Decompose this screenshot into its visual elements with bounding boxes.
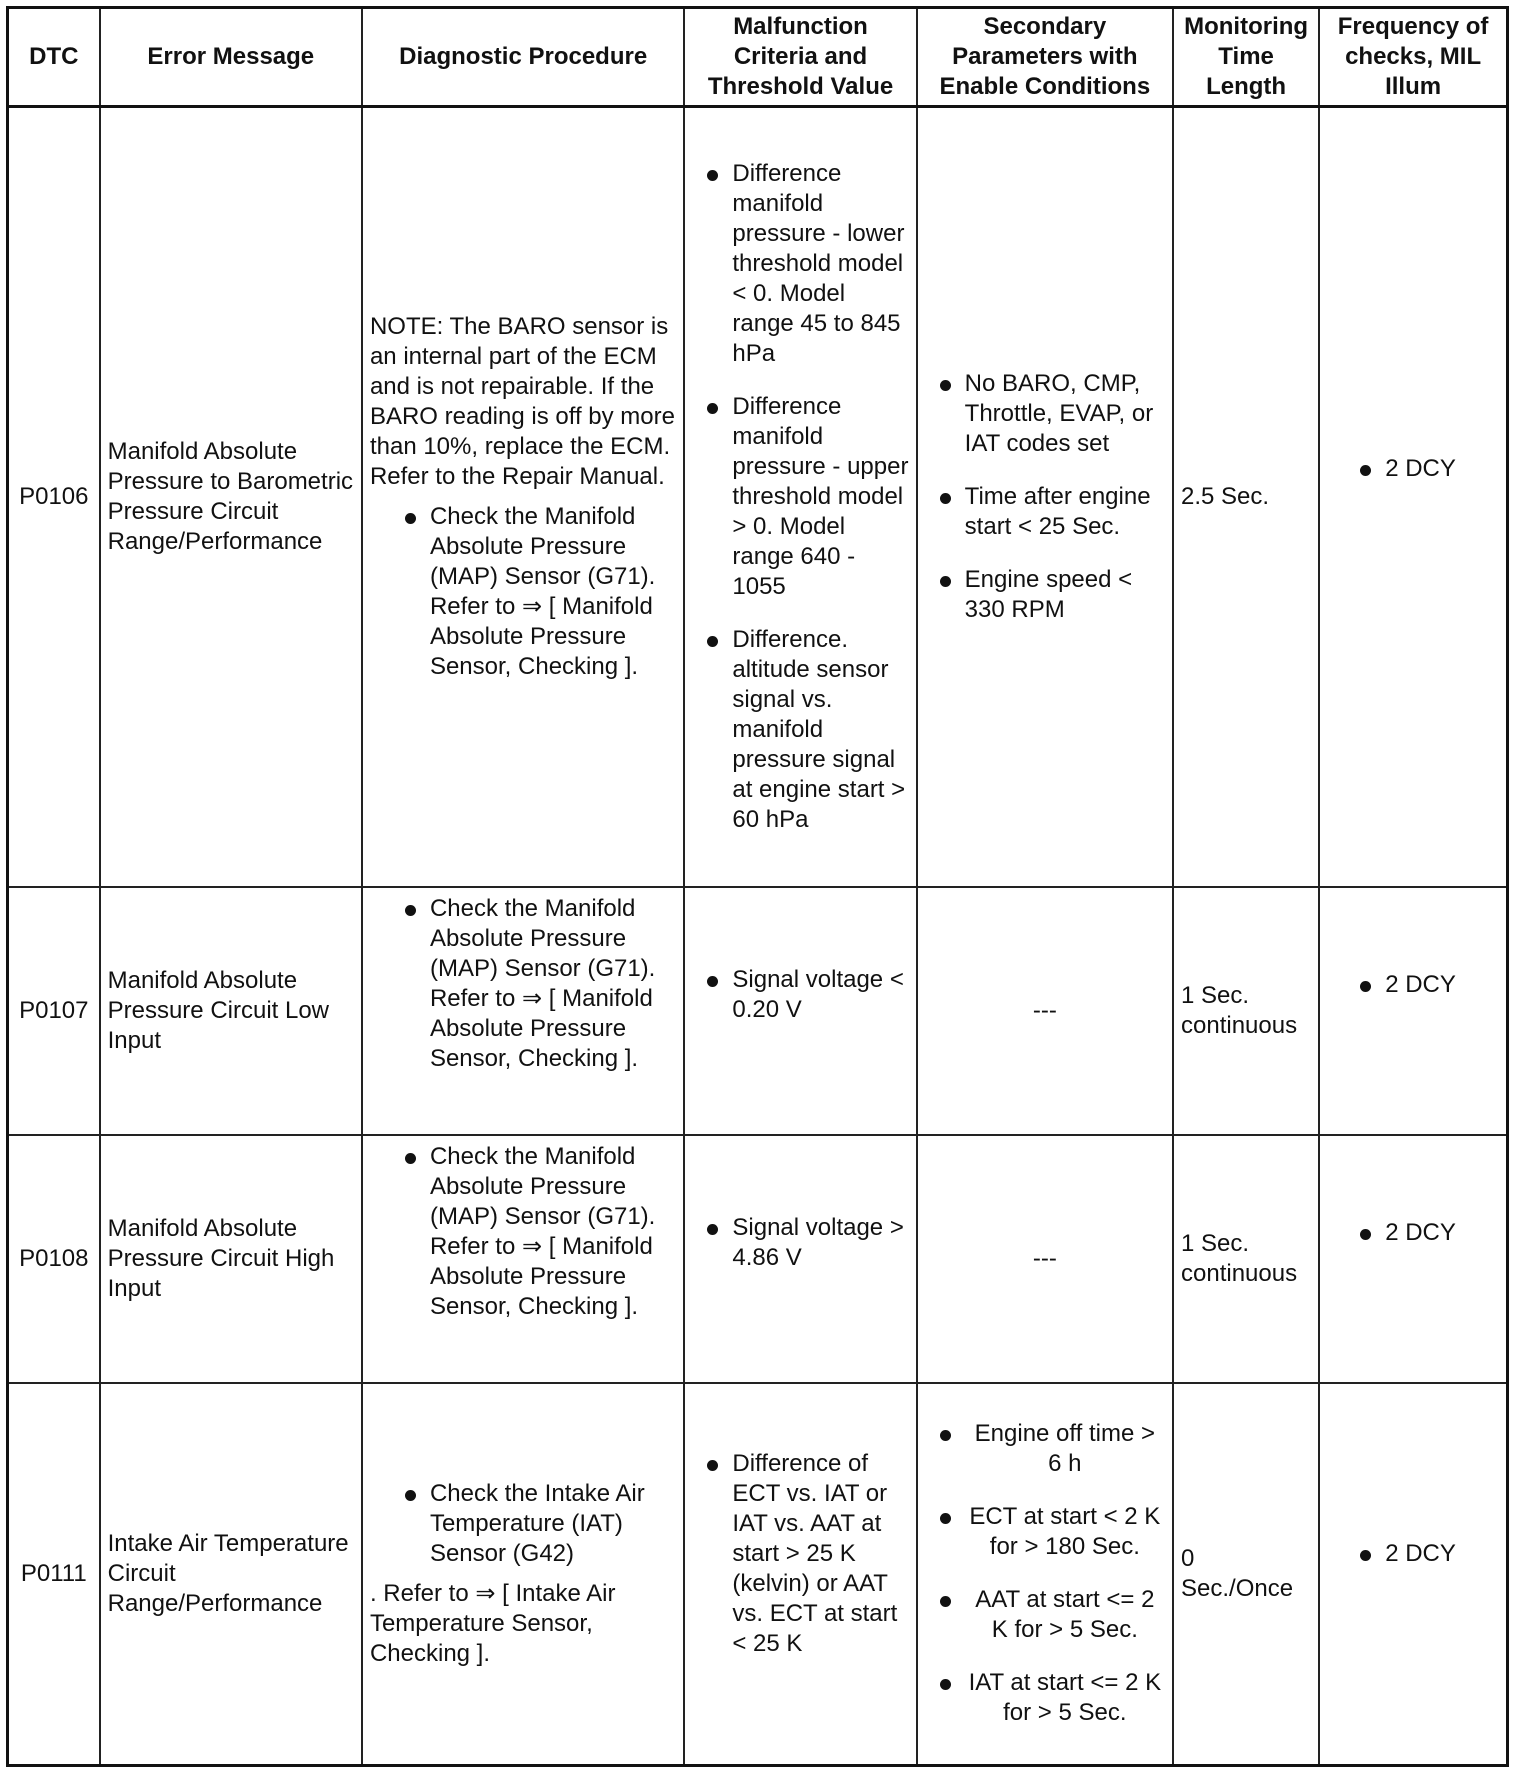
header-diagnostic-procedure: Diagnostic Procedure [362,8,684,107]
dtc-code: P0106 [8,107,100,887]
secondary-item: Engine speed < 330 RPM [925,565,1165,625]
header-frequency: Frequency of checks, MIL Illum [1319,8,1507,107]
table-row [8,887,1508,1135]
secondary-parameters [917,1383,1173,1766]
header-monitoring-time: Monitoring Time Length [1173,8,1319,107]
monitoring-time: 1 Sec. continuous [1173,1135,1319,1383]
secondary-item: Time after engine start < 25 Sec. [925,482,1165,542]
frequency [1319,887,1507,1135]
secondary-item: No BARO, CMP, Throttle, EVAP, or IAT codes set [925,369,1165,459]
criteria-list [692,159,908,835]
monitoring-time: 2.5 Sec. [1173,107,1319,887]
dtc-code: P0108 [8,1135,100,1383]
table-row [8,1383,1508,1766]
frequency-item: 2 DCY [1345,970,1499,1000]
monitoring-time: 1 Sec. continuous [1173,887,1319,1135]
secondary-list [925,1419,1165,1728]
procedure-list [390,894,676,1074]
frequency-list [1345,1218,1499,1248]
procedure-item: Check the Manifold Absolute Pressure (MAP) Sensor (G71). Refer to ⇒ [ Manifold Absolute Pressure Sensor, Checking ]. [390,894,676,1074]
dtc-table [6,6,1509,1767]
malfunction-criteria [684,1383,916,1766]
secondary-parameters: --- [917,887,1173,1135]
error-message: Manifold Absolute Pressure to Barometric Pressure Circuit Range/Performance [100,107,362,887]
frequency-item: 2 DCY [1345,1218,1499,1248]
frequency-list [1345,454,1499,484]
monitoring-time: 0 Sec./Once [1173,1383,1319,1766]
frequency [1319,1383,1507,1766]
header-dtc: DTC [8,8,100,107]
frequency [1319,1135,1507,1383]
secondary-item: Engine off time > 6 h [925,1419,1165,1479]
criteria-item: Difference manifold pressure - lower threshold model < 0. Model range 45 to 845 hPa [692,159,908,369]
table-row [8,1135,1508,1383]
dtc-code: P0111 [8,1383,100,1766]
header-secondary-parameters: Secondary Parameters with Enable Conditions [917,8,1173,107]
secondary-item: AAT at start <= 2 K for > 5 Sec. [925,1585,1165,1645]
malfunction-criteria [684,1135,916,1383]
procedure-item: Check the Intake Air Temperature (IAT) Sensor (G42) [390,1479,676,1569]
frequency [1319,107,1507,887]
dtc-code: P0107 [8,887,100,1135]
procedure-item: Check the Manifold Absolute Pressure (MAP) Sensor (G71). Refer to ⇒ [ Manifold Absolute Pressure Sensor, Checking ]. [390,1142,676,1322]
criteria-list [692,1213,908,1273]
diagnostic-procedure [362,1383,684,1766]
criteria-list [692,965,908,1025]
procedure-tail: . Refer to ⇒ [ Intake Air Temperature Sensor, Checking ]. [369,1579,616,1667]
criteria-item: Difference of ECT vs. IAT or IAT vs. AAT at start > 25 K (kelvin) or AAT vs. ECT at start < 25 K [692,1449,908,1659]
secondary-item: ECT at start < 2 K for > 180 Sec. [925,1502,1165,1562]
criteria-item: Signal voltage < 0.20 V [692,965,908,1025]
error-message: Manifold Absolute Pressure Circuit Low Input [100,887,362,1135]
frequency-item: 2 DCY [1345,1539,1499,1569]
error-message: Intake Air Temperature Circuit Range/Performance [100,1383,362,1766]
diagnostic-procedure [362,107,684,887]
criteria-item: Difference. altitude sensor signal vs. manifold pressure signal at engine start > 60 hPa [692,625,908,835]
diagnostic-procedure [362,887,684,1135]
secondary-parameters: --- [917,1135,1173,1383]
procedure-list [390,502,676,682]
procedure-item: Check the Manifold Absolute Pressure (MAP) Sensor (G71). Refer to ⇒ [ Manifold Absolute Pressure Sensor, Checking ]. [390,502,676,682]
frequency-list [1345,1539,1499,1569]
procedure-list [390,1142,676,1322]
secondary-list [925,369,1165,625]
frequency-list [1345,970,1499,1000]
header-row [8,8,1508,107]
procedure-list [390,1479,676,1569]
criteria-item: Signal voltage > 4.86 V [692,1213,908,1273]
diagnostic-procedure [362,1135,684,1383]
error-message: Manifold Absolute Pressure Circuit High Input [100,1135,362,1383]
criteria-item: Difference manifold pressure - upper threshold model > 0. Model range 640 - 1055 [692,392,908,602]
frequency-item: 2 DCY [1345,454,1499,484]
header-error-message: Error Message [100,8,362,107]
malfunction-criteria [684,887,916,1135]
secondary-parameters [917,107,1173,887]
criteria-list [692,1449,908,1659]
table-row [8,107,1508,887]
malfunction-criteria [684,107,916,887]
secondary-item: IAT at start <= 2 K for > 5 Sec. [925,1668,1165,1728]
header-malfunction-criteria: Malfunction Criteria and Threshold Value [684,8,916,107]
procedure-note: NOTE: The BARO sensor is an internal part of the ECM and is not repairable. If the BARO reading is off by more than 10%, replace the ECM. Refer to the Repair Manual. [369,312,675,490]
